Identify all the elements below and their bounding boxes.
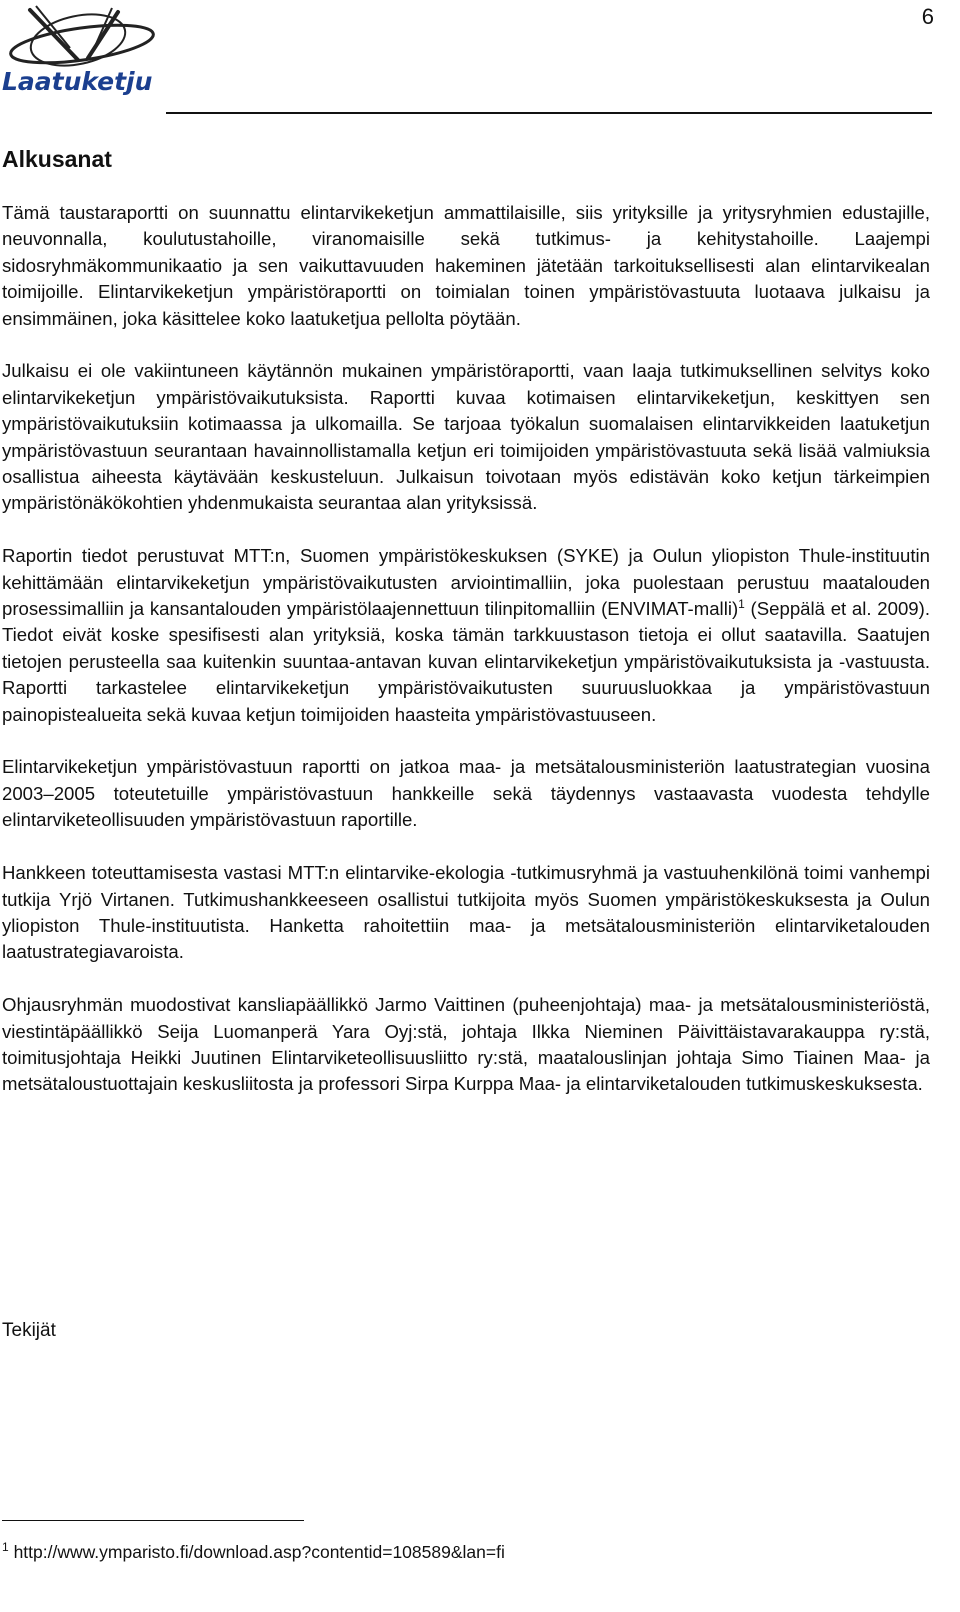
header-rule: [166, 112, 932, 114]
paragraph: Julkaisu ei ole vakiintuneen käytännön mukainen ympäristöraportti, vaan laaja tutkimuksellinen selvitys koko elintarvikeketjun ympäristövaikutuksista. Raportti kuvaa kotimaisen elintarvikeketjun, keskittyen sen ympäristövaikutuksiin kotimaassa ja ulkomailla. Se tarjoaa työkalun suomalaisen elintarvikkeiden laatuketjun ympäristövastuun seurantaan havainnollistamalla ketjun eri toimijoiden ympäristövastuuta sekä lisää valmiuksia osallistua aiheesta käytävään keskusteluun. Julkaisun toivotaan myös edistävän koko ketjun tärkeimpien ympäristönäkökohtien yhdenmukaista seurantaa alan yrityksissä.: [2, 360, 930, 514]
footnote-rule: [2, 1520, 304, 1521]
laatuketju-logo: [0, 0, 165, 100]
paragraph: Elintarvikeketjun ympäristövastuun raportti on jatkoa maa- ja metsätalousministeriön laatustrategian vuosina 2003–2005 toteutetuille ympäristövastuun hankkeille sekä täydennys vastaavasta vuodesta tehdylle elintarviketeollisuuden ympäristövastuun raportille.: [2, 756, 930, 831]
svg-text:Laatuketju: Laatuketju: [2, 67, 153, 96]
paragraph: Ohjausryhmän muodostivat kansliapäällikkö Jarmo Vaittinen (puheenjohtaja) maa- ja metsätalousministeriöstä, viestintäpäällikkö Seija Luomanperä Yara Oyj:stä, johtaja Ilkka Nieminen Päivittäistavarakauppa ry:stä, toimitusjohtaja Heikki Juutinen Elintarviketeollisuusliitto ry:stä, maatalouslinjan johtaja Simo Tiainen Maa- ja metsätaloustuottajain keskusliitosta ja professori Sirpa Kurppa Maa- ja elintarviketalouden tutkimuskeskuksesta.: [2, 994, 930, 1095]
paragraph: Tämä taustaraportti on suunnattu elintarvikeketjun ammattilaisille, siis yrityksille ja yritysryhmien edustajille, neuvonnalla, koulutustahoille, viranomaisille sekä tutkimus- ja kehitystahoille. Laajempi sidosryhmäkommunikaatio ja sen vaikuttavuuden hakeminen jätetään tarkoituksellisesti alan elintarvikealan toimijoille. Elintarvikeketjun ympäristöraportti on toimialan toinen ympäristövastuuta luotaava julkaisu ja ensimmäinen, joka käsittelee koko laatuketjua pellolta pöytään.: [2, 202, 930, 329]
authors-label: Tekijät: [2, 1320, 56, 1341]
footnote-url: http://www.ymparisto.fi/download.asp?contentid=108589&lan=fi: [13, 1542, 505, 1562]
paragraph-text: Raportin tiedot perustuvat MTT:n, Suomen ympäristökeskuksen (SYKE) ja Oulun yliopiston Thule-instituutin kehittämään elintarvikeketjun ympäristövaikutusten arviointimalliin, joka puolestaan perustuu maatalouden prosessimalliin ja kansantalouden ympäristölaajennettuun tilinpitomalliin (ENVIMAT-malli): [2, 545, 930, 620]
footnote: [2, 1542, 505, 1563]
footnote-reference: 1: [738, 596, 745, 611]
paragraph: Hankkeen toteuttamisesta vastasi MTT:n elintarvike-ekologia -tutkimusryhmä ja vastuuhenkilönä toimi vanhempi tutkija Yrjö Virtanen. Tutkimushankkeeseen osallistui tutkijoita myös Suomen ympäristökeskuksesta ja Oulun yliopiston Thule-instituutista. Hanketta rahoitettiin maa- ja metsätalousministeriön elintarviketalouden laatustrategiavaroista.: [2, 862, 930, 963]
body-text: [2, 200, 930, 1124]
section-title: Alkusanat: [2, 146, 112, 172]
footnote-number: 1: [2, 1540, 9, 1555]
paragraph-text: (Seppälä et al. 2009). Tiedot eivät koske spesifisesti alan yrityksiä, koska tämän tarkkuustason tietoja ei ollut saatavilla. Saatujen tietojen perusteella saa kuitenkin suuntaa-antavan kuvan elintarvikeketjun ympäristövaikutuksista ja -vastuusta. Raportti tarkastelee elintarvikeketjun ympäristövaikutusten suuruusluokkaa ja ympäristövastuun painopistealueita sekä kuvaa ketjun toimijoiden haasteita ympäristövastuuseen.: [2, 598, 930, 725]
page-number: 6: [921, 4, 934, 29]
paragraph: [2, 543, 930, 728]
